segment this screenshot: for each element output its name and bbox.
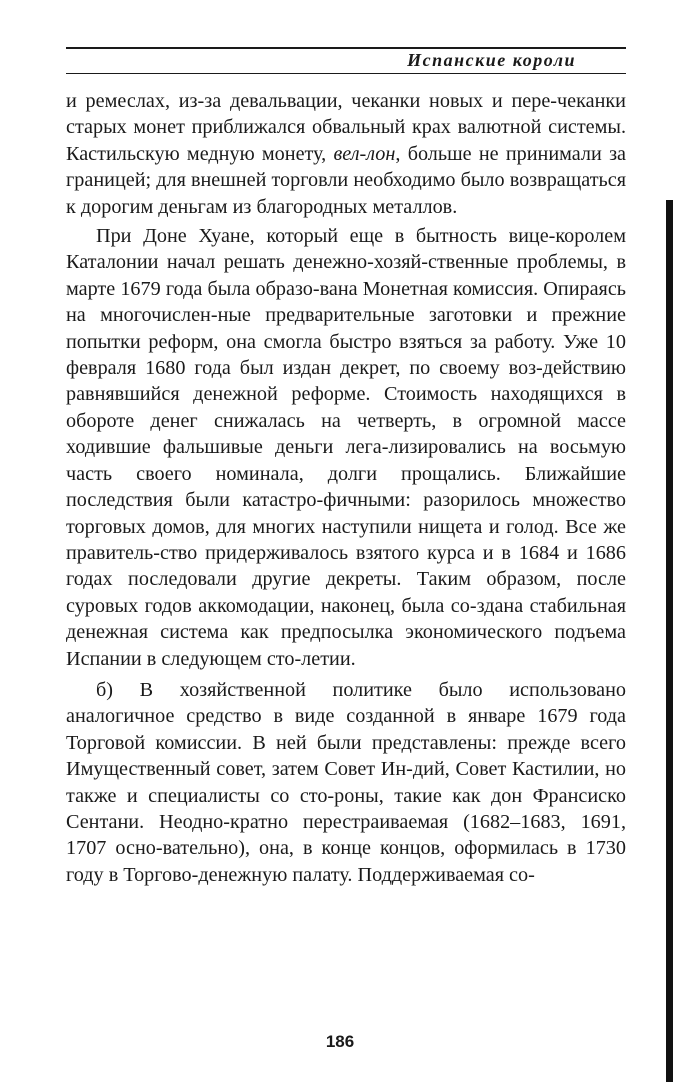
scan-edge-bar <box>666 200 673 1082</box>
page-number: 186 <box>325 1032 355 1051</box>
paragraph-3-text: б) В хозяйственной политике было использовано аналогичное средство в виде созданной в январе 1679 года Торговой комиссии. В ней были представлены: прежде всего Имущественный совет, затем Совет Ин-дий, Совет Кастилии, но также и специалисты со сто-роны, такие как дон Франсиско Сентани. Неодно-кратно перестраиваемая (1682–1683, 1691, 1707 осно-вательно), она, в конце концов, оформилась в 1730 году в Торгово-денежную палату. Поддерживаемая со- <box>66 678 626 886</box>
running-head: Испанские короли <box>407 50 576 70</box>
paragraph-3 <box>66 677 626 888</box>
paragraph-1-text-b: , больше не принимали за границей; для внешней торговли необходимо было возвращаться к дорогим деньгам из благородных металлов. <box>66 142 626 218</box>
paragraph-2-text: При Доне Хуане, который еще в бытность вице-королем Каталонии начал решать денежно-хозяй-ственные проблемы, в марте 1679 года была образо-вана Монетная комиссия. Опираясь на многочислен-ные предварительные заготовки и прежние попытки реформ, она смогла быстро взяться за работу. Уже 10 февраля 1680 года был издан декрет, по своему воз-действию равнявшийся денежной реформе. Стоимость находящихся в обороте денег снижалась на четверть, в огромной массе ходившие фальшивые деньги лега-лизировались на восьмую часть своего номинала, долги прощались. Ближайшие последствия были катастро-фичными: разорилось множество торговых домов, для многих наступили нищета и голод. Все же правитель-ство придерживалось взятого курса и в 1684 и 1686 годах последовали другие декреты. Таким образом, после суровых годов аккомодации, наконец, была со-здана стабильная денежная система как предпосылка экономического подъема Испании в следующем сто-летии. <box>66 225 626 670</box>
paragraph-1-italic-term: вел-лон <box>333 142 396 165</box>
body-text <box>66 88 626 888</box>
paragraph-1 <box>66 88 626 220</box>
paragraph-2 <box>66 223 626 672</box>
paragraph-1-text-a: и ремеслах, из-за девальвации, чеканки новых и пере-чеканки старых монет приближался обвальный крах валютной системы. Кастильскую медную монету, <box>66 90 626 165</box>
header-rule-bottom <box>66 73 626 74</box>
